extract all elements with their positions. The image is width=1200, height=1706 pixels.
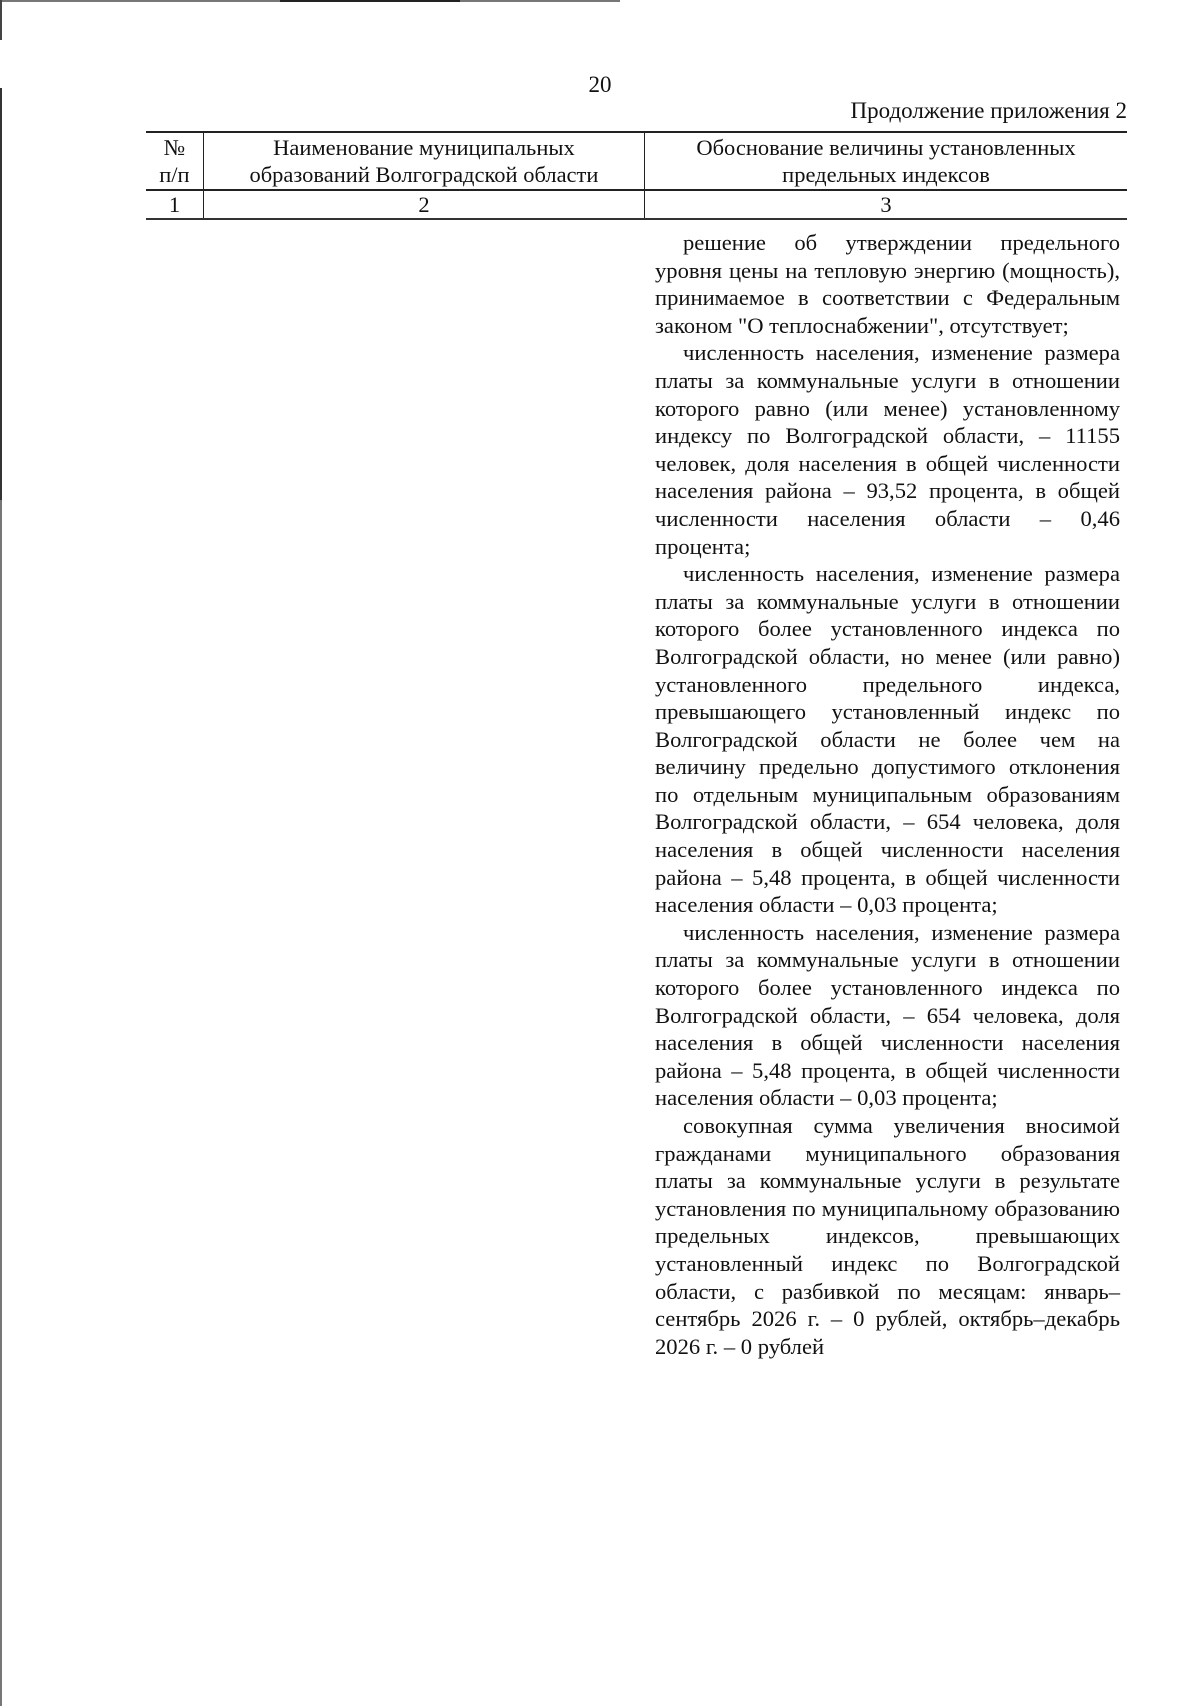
header-justification-line-2: предельных индексов (782, 162, 990, 187)
page-number: 20 (588, 72, 612, 97)
header-number (146, 132, 203, 190)
header-municipality-line-2: образований Волгоградской области (249, 162, 599, 187)
header-number-line-1: № (163, 135, 186, 160)
header-justification (645, 132, 1127, 190)
header-justification-line-1: Обоснование величины установленных (696, 135, 1076, 160)
header-municipality-name (203, 132, 644, 190)
column-number-3: 3 (645, 190, 1127, 219)
table-header-row (146, 132, 1127, 190)
scan-edge-left (0, 0, 2, 1706)
paragraph-heat-price-decision: решение об утверждении предельного уровня цены на тепловую энергию (мощность), принимаемое в соответствии с Федеральным законом "О теплоснабжении", отсутствует; (655, 230, 1120, 338)
paragraph-population-within-deviation: численность населения, изменение размера платы за коммунальные услуги в отношении которого более установленного индекса по Волгоградской области, но менее (или равно) установленного предельного индекса, превышающего установленный индекс по Волгоградской области не более чем на величину предельно допустимого отклонения по отдельным муниципальным образованиям Волгоградской области, – 654 человека, доля населения в общей численности населения района – 5,48 процента, в общей численности населения области – 0,03 процента; (655, 561, 1120, 918)
paragraph-population-within-index: численность населения, изменение размера платы за коммунальные услуги в отношении которого равно (или менее) установленному индексу по Волгоградской области, – 11155 человек, доля населения в общей численности населения района – 93,52 процента, в общей численности населения области – 0,46 процента; (655, 340, 1120, 559)
paragraph-population-above-index: численность населения, изменение размера платы за коммунальные услуги в отношении которого более установленного индекса по Волгоградской области, – 654 человека, доля населения в общей численности населения района – 5,48 процента, в общей численности населения области – 0,03 процента; (655, 919, 1120, 1111)
header-municipality-line-1: Наименование муниципальных (273, 135, 575, 160)
paragraph-total-payment-increase: совокупная сумма увеличения вносимой гражданами муниципального образования платы за коммунальные услуги в результате установления по муниципальному образованию предельных индексов, превышающих установленный индекс по Волгоградской области, с разбивкой по месяцам: январь–сентябрь 2026 г. – 0 рублей, октябрь–декабрь 2026 г. – 0 рублей (655, 1113, 1120, 1359)
header-number-line-2: п/п (159, 162, 190, 187)
column-number-1: 1 (146, 190, 203, 219)
column-number-row (146, 190, 1127, 219)
scan-edge-top-dark (280, 0, 460, 2)
justification-text (655, 229, 1120, 1360)
appendix-table (146, 131, 1127, 220)
column-number-2: 2 (203, 190, 644, 219)
appendix-continuation-label: Продолжение приложения 2 (850, 98, 1127, 123)
